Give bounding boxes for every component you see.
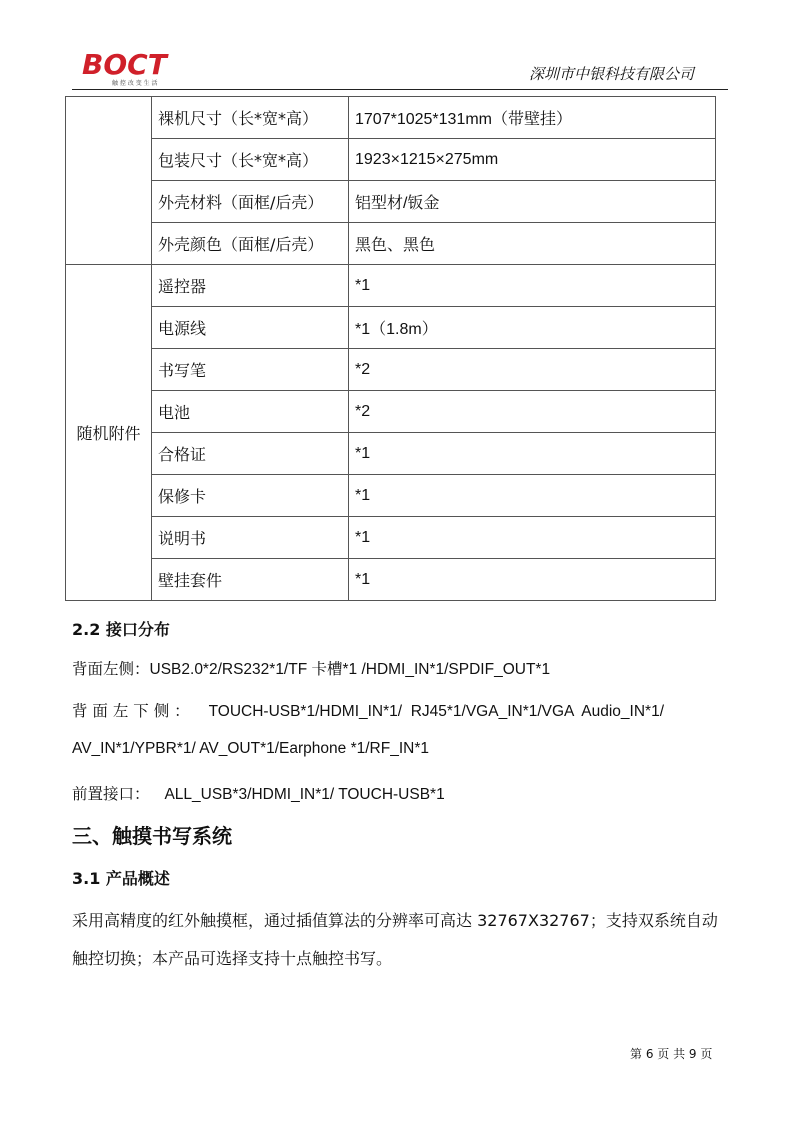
svg-text:BOCT: BOCT <box>82 48 167 81</box>
spec-value: 铝型材/钣金 <box>349 181 716 223</box>
table-row <box>66 475 716 517</box>
front-label: 前置接口： <box>72 785 150 803</box>
accessory-label: 说明书 <box>152 517 349 559</box>
accessory-value: *2 <box>349 391 716 433</box>
table-row <box>66 517 716 559</box>
section3-subheading: 3.1 产品概述 <box>72 869 170 888</box>
spec-value: 黑色、黑色 <box>349 223 716 265</box>
accessory-label: 电源线 <box>152 307 349 349</box>
front-value: ALL_USB*3/HDMI_IN*1/ TOUCH-USB*1 <box>164 786 445 803</box>
accessory-label: 遥控器 <box>152 265 349 307</box>
spec-label: 外壳颜色（面框/后壳） <box>152 223 349 265</box>
table-row <box>66 391 716 433</box>
table-row <box>66 433 716 475</box>
spec-value: 1707*1025*131mm（带壁挂） <box>349 97 716 139</box>
table-row <box>66 265 716 307</box>
back-lower-left-label: 背 面 左 下 侧 ： <box>72 702 190 720</box>
accessory-label: 电池 <box>152 391 349 433</box>
accessory-value: *1 <box>349 517 716 559</box>
accessory-value: *1 <box>349 559 716 601</box>
section3-heading: 三、触摸书写系统 <box>72 824 232 848</box>
header-rule <box>72 89 728 90</box>
back-lower-left-line <box>72 699 664 721</box>
section3-paragraph: 采用高精度的红外触摸框，通过插值算法的分辨率可高达 32767X32767；支持双系统自动触控切换；本产品可选择支持十点触控书写。 <box>72 911 718 968</box>
group-cell-blank <box>66 97 152 265</box>
page-number: 第 6 页 共 9 页 <box>630 1047 713 1061</box>
accessory-value: *1（1.8m） <box>349 307 716 349</box>
back-left-label: 背面左侧： <box>72 660 150 678</box>
table-row <box>66 559 716 601</box>
front-line <box>72 782 445 804</box>
accessories-group-label: 随机附件 <box>66 265 152 601</box>
table-row <box>66 307 716 349</box>
table-row <box>66 139 716 181</box>
back-left-line <box>72 657 550 679</box>
company-name: 深圳市中银科技有限公司 <box>528 65 694 83</box>
svg-text:触 控 改 变 生 活: 触 控 改 变 生 活 <box>112 80 158 87</box>
accessory-label: 书写笔 <box>152 349 349 391</box>
back-lower-left-value2: AV_IN*1/YPBR*1/ AV_OUT*1/Earphone *1/RF_IN*1 <box>72 740 429 757</box>
accessory-value: *1 <box>349 475 716 517</box>
back-lower-left-value1: TOUCH-USB*1/HDMI_IN*1/ RJ45*1/VGA_IN*1/VGA Audio_IN*1/ <box>208 703 665 720</box>
accessory-label: 壁挂套件 <box>152 559 349 601</box>
table-row <box>66 349 716 391</box>
spec-label: 包装尺寸（长*宽*高） <box>152 139 349 181</box>
table-row <box>66 223 716 265</box>
accessory-value: *1 <box>349 433 716 475</box>
interface-heading: 2.2 接口分布 <box>72 620 170 639</box>
back-left-value: USB2.0*2/RS232*1/TF 卡槽*1 /HDMI_IN*1/SPDIF_OUT*1 <box>149 661 551 678</box>
spec-value: 1923×1215×275mm <box>349 139 716 181</box>
accessory-value: *1 <box>349 265 716 307</box>
spec-table <box>65 96 716 601</box>
accessory-label: 保修卡 <box>152 475 349 517</box>
boct-logo <box>80 48 190 88</box>
table-row <box>66 97 716 139</box>
accessory-label: 合格证 <box>152 433 349 475</box>
spec-label: 裸机尺寸（长*宽*高） <box>152 97 349 139</box>
accessory-value: *2 <box>349 349 716 391</box>
table-row <box>66 181 716 223</box>
spec-label: 外壳材料（面框/后壳） <box>152 181 349 223</box>
